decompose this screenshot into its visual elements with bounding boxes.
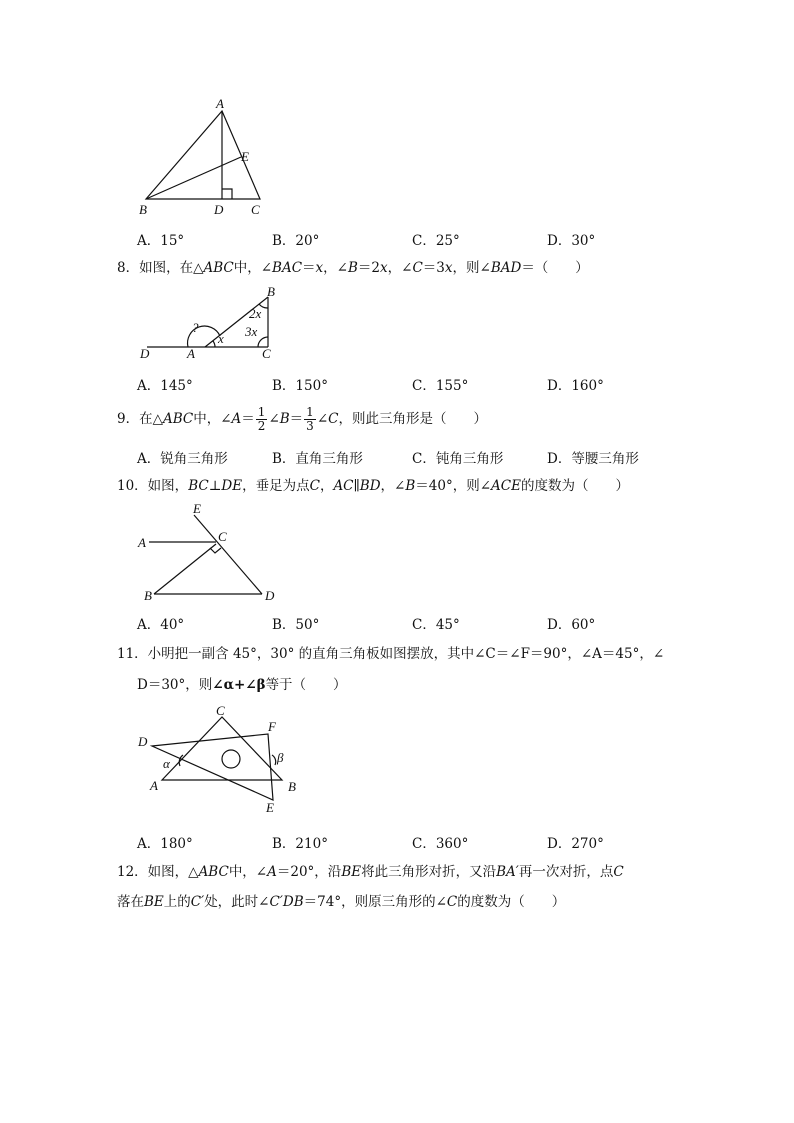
q12-stem-line1: 12．如图，△ABC中，∠A＝20°，沿BE将此三角形对折，又沿BA′再一次对折，点C (117, 864, 624, 880)
q8-label-c: C (262, 346, 271, 361)
q7-label-d: D (214, 202, 224, 217)
q11-label-e: E (266, 800, 274, 815)
q11-label-b: B (288, 779, 296, 794)
q7-label-c: C (251, 202, 260, 217)
q9-fraction-half: $\frac{1}{2}$ (257, 405, 266, 433)
q10-label-d: D (265, 588, 275, 603)
q7-option-d: D．30° (547, 233, 596, 249)
q8-label-x: x (218, 331, 224, 346)
q8-option-a: A．145° (137, 378, 193, 394)
q7-label-a: A (216, 96, 224, 111)
q11-triangle-def (152, 734, 273, 800)
q11-stem-line1: 11．小明把一副含 45°，30° 的直角三角板如图摆放，其中∠C＝∠F＝90°，∠A＝45°，∠ (117, 646, 665, 662)
q8-label-3x: 3x (245, 324, 258, 339)
q11-stem-line2: D＝30°，则∠α+∠β等于（ ） (137, 677, 347, 693)
q10-label-e: E (193, 501, 201, 516)
q8-option-d: D．160° (547, 378, 604, 394)
q7-label-e: E (241, 149, 249, 164)
q11-label-beta: β (277, 750, 284, 765)
q12-stem-line2: 落在BE上的C′处，此时∠C′DB＝74°，则原三角形的∠C的度数为（ ） (117, 894, 566, 910)
q9-option-a: A．锐角三角形 (137, 451, 228, 467)
q11-option-b: B．210° (272, 836, 328, 852)
q10-stem: 10．如图，BC⊥DE，垂足为点C，AC∥BD，∠B＝40°，则∠ACE的度数为（ ） (117, 478, 629, 494)
q9-option-b: B．直角三角形 (272, 451, 363, 467)
q11-label-a: A (150, 778, 158, 793)
q8-option-c: C．155° (412, 378, 469, 394)
q10-label-c: C (218, 529, 227, 544)
q9-option-d: D．等腰三角形 (547, 451, 639, 467)
q8-label-b: B (267, 284, 275, 299)
q7-option-b: B．20° (272, 233, 320, 249)
q8-label-a: A (187, 346, 195, 361)
q8-option-b: B．150° (272, 378, 328, 394)
q10-option-b: B．50° (272, 617, 320, 633)
q11-option-c: C．360° (412, 836, 469, 852)
q11-option-a: A．180° (137, 836, 193, 852)
q10-label-a: A (138, 535, 146, 550)
q7-label-b: B (139, 202, 147, 217)
q7-option-c: C．25° (412, 233, 460, 249)
q8-label-question: ? (192, 320, 199, 335)
q11-triangle-abc (162, 717, 282, 780)
q9-stem: 9．在△ABC中，∠A＝ $\frac{1}{2}$ ∠B＝ $\frac{1}{3}$ ∠C，则此三角形是（ ） (117, 405, 487, 433)
q10-option-d: D．60° (547, 617, 596, 633)
q11-label-alpha: α (163, 756, 170, 771)
q10-option-a: A．40° (137, 617, 185, 633)
q9-fraction-third: $\frac{1}{3}$ (306, 405, 314, 433)
q11-label-c: C (216, 703, 225, 718)
q11-arc-beta (272, 755, 276, 765)
q8-label-d: D (140, 346, 150, 361)
q11-option-d: D．270° (547, 836, 604, 852)
q11-label-f: F (268, 719, 276, 734)
q11-center-circle (222, 750, 240, 768)
q10-option-c: C．45° (412, 617, 460, 633)
q8-label-2x: 2x (249, 306, 262, 321)
q10-label-b: B (144, 588, 152, 603)
q7-option-a: A．15° (137, 233, 185, 249)
q9-option-c: C．钝角三角形 (412, 451, 504, 467)
q11-label-d: D (138, 734, 148, 749)
q8-stem: 8．如图，在△ABC中，∠BAC＝x，∠B＝2x，∠C＝3x，则∠BAD＝（ ） (117, 260, 589, 276)
